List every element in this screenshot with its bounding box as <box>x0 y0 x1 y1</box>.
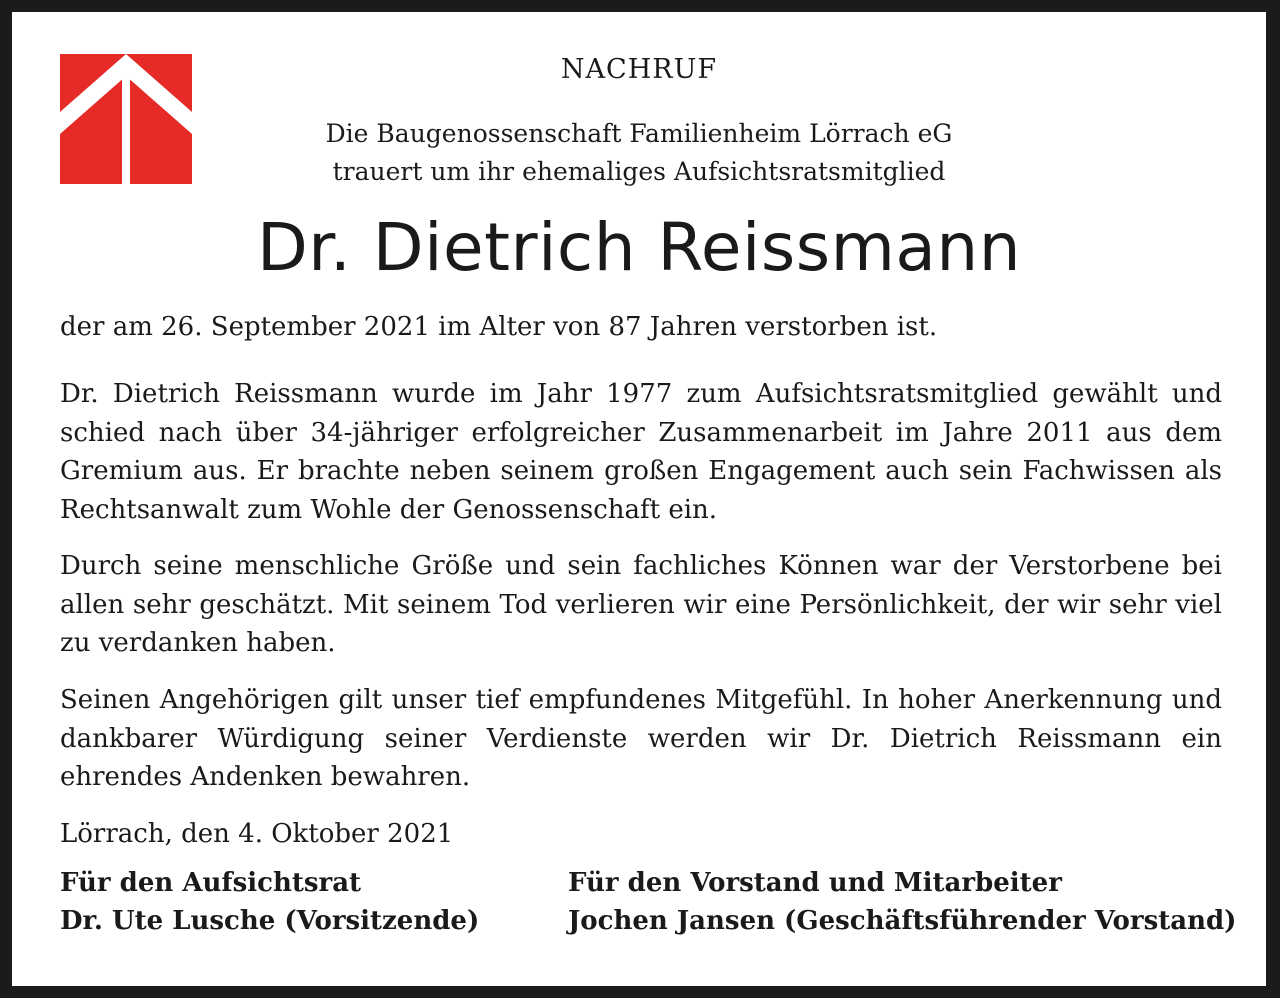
signature-person: Dr. Ute Lusche (Vorsitzende) <box>60 906 480 936</box>
organization-line-2: trauert um ihr ehemaliges Aufsichtsratsmitglied <box>332 157 946 186</box>
place-date: Lörrach, den 4. Oktober 2021 <box>60 819 454 849</box>
notice-title: NACHRUF <box>560 54 718 85</box>
signature-executive-board <box>568 864 1236 940</box>
death-date-line: der am 26. September 2021 im Alter von 87 Jahren verstorben ist. <box>60 312 938 342</box>
signature-role: Für den Vorstand und Mitarbeiter <box>568 868 1062 898</box>
paragraph-appreciation: Durch seine menschliche Größe und sein fachliches Können war der Verstorbene bei allen sehr geschätzt. Mit seinem Tod verlieren wir eine Persönlichkeit, der wir sehr viel zu verdanken haben. <box>60 551 1222 658</box>
obituary-notice <box>12 12 1266 986</box>
paragraph-career: Dr. Dietrich Reissmann wurde im Jahr 1977 zum Aufsichtsratsmitglied gewählt und schied nach über 34-jähriger erfolgreicher Zusammenarbeit im Jahre 2011 aus dem Gremium aus. Er brachte neben seinem großen Engagement auch sein Fachwissen als Rechtsanwalt zum Wohle der Genossenschaft ein. <box>60 379 1222 525</box>
signature-person: Jochen Jansen (Geschäftsführender Vorstand) <box>568 906 1237 936</box>
deceased-name: Dr. Dietrich Reissmann <box>256 209 1022 286</box>
organization-line-1: Die Baugenossenschaft Familienheim Lörrach eG <box>325 119 953 148</box>
paragraph-condolence: Seinen Angehörigen gilt unser tief empfundenes Mitgefühl. In hoher Anerkennung und dankbarer Würdigung seiner Verdienste werden wir Dr. Dietrich Reissmann ein ehrendes Andenken bewahren. <box>60 685 1222 792</box>
organization-statement <box>12 115 1266 191</box>
signature-role: Für den Aufsichtsrat <box>60 868 362 898</box>
signature-supervisory-board <box>60 864 479 940</box>
